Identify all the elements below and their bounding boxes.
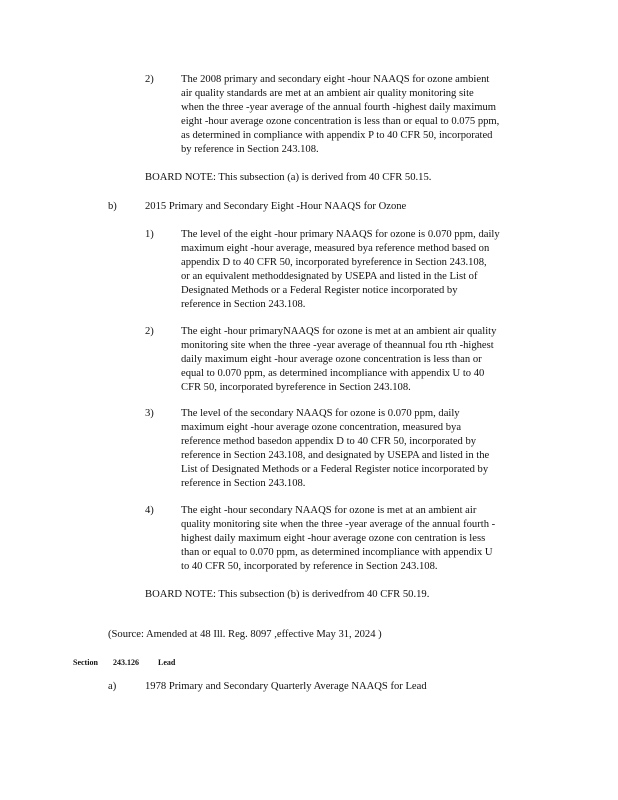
text-line: reference method basedon appendix D to 40 CFR 50, incorporated by [181, 436, 477, 447]
item-number: 3) [145, 408, 154, 419]
text-line: The level of the secondary NAAQS for ozone is 0.070 ppm, daily [181, 408, 460, 419]
text-line: air quality standards are met at an ambient air quality monitoring site [181, 88, 474, 99]
item-number: 1) [145, 229, 154, 240]
text-line: to 40 CFR 50, incorporated by reference in Section 243.108. [181, 561, 438, 572]
text-line: reference in Section 243.108, and designated by USEPA and listed in the [181, 450, 490, 461]
paragraph [181, 325, 536, 395]
text-line: highest daily maximum eight -hour average ozone con centration is less [181, 533, 486, 544]
text-line: monitoring site when the three -year average of theannual fou rth -highest [181, 340, 494, 351]
item-number: 2) [145, 326, 154, 337]
text-line: appendix D to 40 CFR 50, incorporated byreference in Section 243.108, [181, 257, 487, 268]
text-line: reference in Section 243.108. [181, 478, 306, 489]
section-title: Lead [158, 658, 176, 667]
text-line: as determined in compliance with appendix P to 40 CFR 50, incorporated [181, 130, 493, 141]
text-line: The level of the eight -hour primary NAAQS for ozone is 0.070 ppm, daily [181, 229, 500, 240]
text-line: reference in Section 243.108. [181, 299, 306, 310]
paragraph [181, 504, 536, 574]
text-line: when the three -year average of the annual fourth -highest daily maximum [181, 102, 497, 113]
text-line: than or equal to 0.070 ppm, as determined incompliance with appendix U [181, 547, 493, 558]
text-line: CFR 50, incorporated byreference in Section 243.108. [181, 382, 411, 393]
board-note: BOARD NOTE: This subsection (a) is derived from 40 CFR 50.15. [145, 172, 432, 183]
board-note: BOARD NOTE: This subsection (b) is derivedfrom 40 CFR 50.19. [145, 589, 430, 600]
paragraph [181, 407, 536, 491]
item-number: 2) [145, 74, 154, 85]
text-line: The eight -hour primaryNAAQS for ozone is met at an ambient air quality [181, 326, 497, 337]
paragraph [181, 73, 536, 157]
text-line: by reference in Section 243.108. [181, 144, 319, 155]
text-line: The 2008 primary and secondary eight -hour NAAQS for ozone ambient [181, 74, 490, 85]
section-number: 243.126 [113, 658, 139, 667]
subsection-letter: b) [108, 201, 117, 212]
text-line: quality monitoring site when the three -year average of the annual fourth - [181, 519, 496, 530]
item-number: 4) [145, 505, 154, 516]
text-line: eight -hour average ozone concentration is less than or equal to 0.075 ppm, [181, 116, 500, 127]
paragraph [181, 228, 536, 312]
source-note: (Source: Amended at 48 Ill. Reg. 8097 ,effective May 31, 2024 ) [108, 629, 382, 640]
subsection-heading: 1978 Primary and Secondary Quarterly Average NAAQS for Lead [145, 681, 427, 692]
text-line: The eight -hour secondary NAAQS for ozone is met at an ambient air [181, 505, 477, 516]
text-line: Designated Methods or a Federal Register notice incorporated by [181, 285, 458, 296]
subsection-heading: 2015 Primary and Secondary Eight -Hour NAAQS for Ozone [145, 201, 407, 212]
text-line: or an equivalent methoddesignated by USEPA and listed in the List of [181, 271, 478, 282]
section-label: Section [73, 658, 98, 667]
text-line: maximum eight -hour average ozone concentration, measured bya [181, 422, 462, 433]
text-line: daily maximum eight -hour average ozone concentration is less than or [181, 354, 482, 365]
text-line: equal to 0.070 ppm, as determined incompliance with appendix U to 40 [181, 368, 485, 379]
subsection-letter: a) [108, 681, 117, 692]
text-line: maximum eight -hour average, measured bya reference method based on [181, 243, 490, 254]
text-line: List of Designated Methods or a Federal Register notice incorporated by [181, 464, 489, 475]
